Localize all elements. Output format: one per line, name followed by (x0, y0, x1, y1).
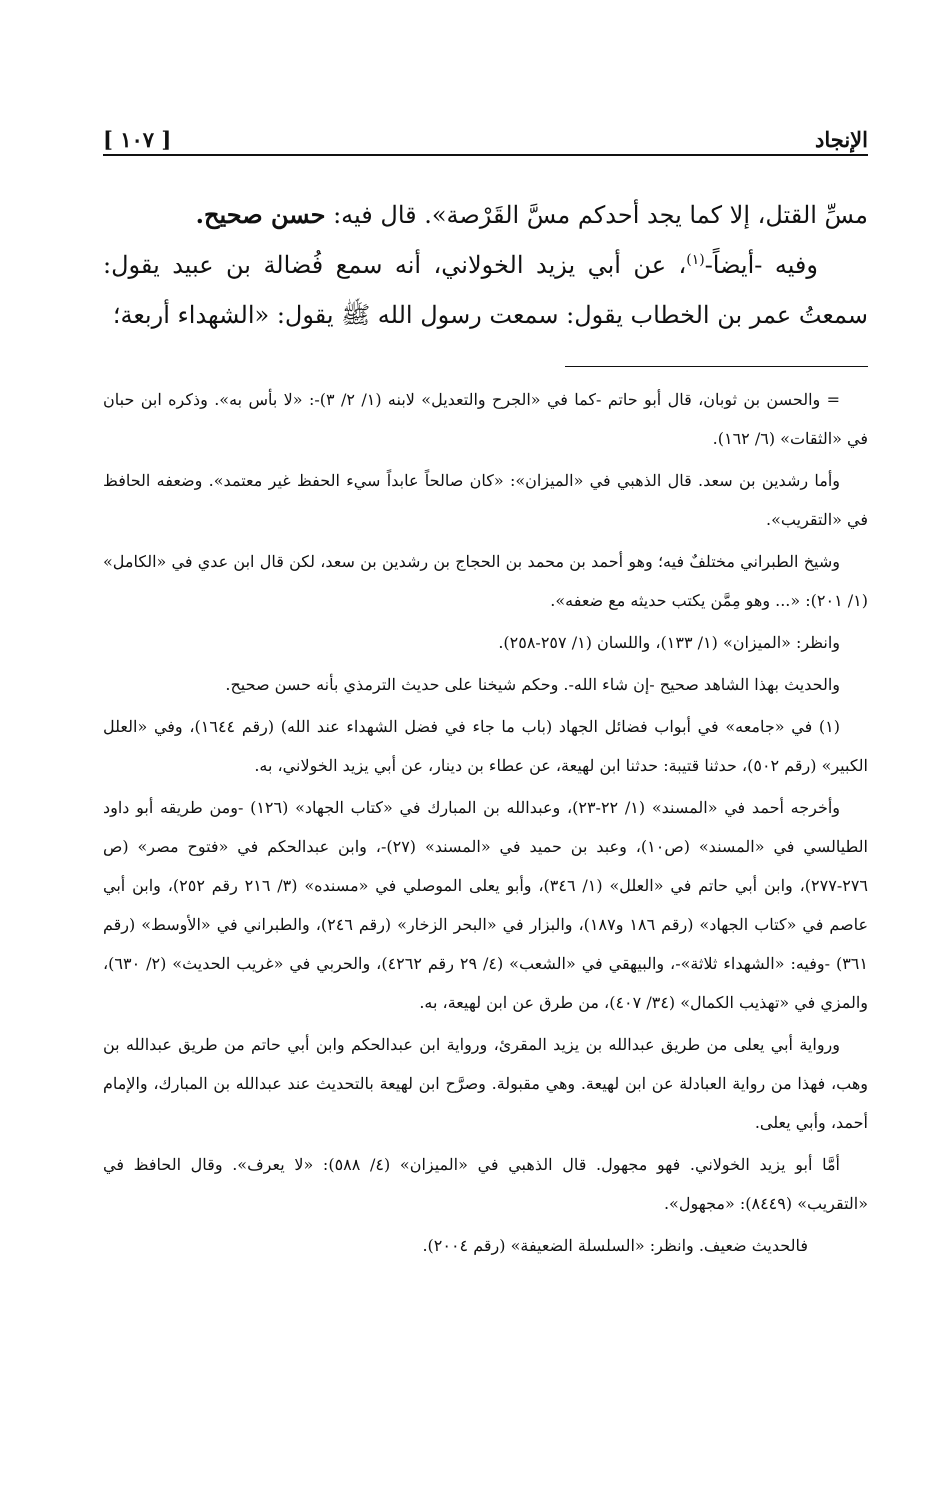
footnote-paragraph: وانظر: «الميزان» (١/ ١٣٣)، واللسان (١/ ٢٥٧-٢٥٨). (498, 633, 840, 652)
main-p1-text: مسِّ القتل، إلا كما يجد أحدكم مسَّ القَرْصة». قال فيه: (325, 201, 868, 229)
page-header (103, 112, 868, 152)
footnote-paragraph: وأخرجه أحمد في «المسند» (١/ ٢٢-٢٣)، وعبدالله بن المبارك في «كتاب الجهاد» (١٢٦) -ومن طريقه أبو داود الطيالسي في «المسند» (ص١٠)، وعبد بن حميد في «المسند» (٢٧)-، وابن عبدالحكم في «فتوح مصر» (ص ٢٧٦-٢٧٧)، وابن أبي حاتم في «العلل» (١/ ٣٤٦)، وأبو يعلى الموصلي في «مسنده» (٣/ ٢١٦ رقم ٢٥٢)، وابن أبي عاصم في «كتاب الجهاد» (رقم ١٨٦ و١٨٧)، والبزار في «البحر الزخار» (رقم ٢٤٦)، والطبراني في «الأوسط» (رقم ٣٦١) -وفيه: «الشهداء ثلاثة»-، والبيهقي في «الشعب» (٤/ ٢٩ رقم ٤٢٦٢)، والحربي في «غريب الحديث» (٢/ ٦٣٠)، والمزي في «تهذيب الكمال» (٣٤/ ٤٠٧)، من طرق عن ابن لهيعة، به. (103, 798, 869, 1012)
main-p1-grading: حسن صحيح. (195, 200, 326, 229)
footnote-paragraph: وأما رشدين بن سعد. قال الذهبي في «الميزان»: «كان صالحاً عابداً سيء الحفظ غير معتمد». وضعفه الحافظ في «التقريب». (103, 471, 868, 529)
footnote-conclusion: فالحديث ضعيف. وانظر: «السلسلة الضعيفة» (رقم ٢٠٠٤). (422, 1236, 808, 1255)
footnote-separator (565, 366, 868, 367)
main-paragraph-2 (103, 240, 868, 340)
main-p2-rest: ، عن أبي يزيد الخولاني، أنه سمع فُضالة بن عبيد يقول: سمعتُ عمر بن الخطاب يقول: سمعت رسول الله ﷺ يقول: «الشهداء أربعة؛ (103, 251, 868, 329)
footnote-paragraph: والحديث بهذا الشاهد صحيح -إن شاء الله-. وحكم شيخنا على حديث الترمذي بأنه حسن صحيح. (225, 675, 840, 694)
footnote-paragraph: أمَّا أبو يزيد الخولاني. فهو مجهول. قال الذهبي في «الميزان» (٤/ ٥٨٨): «لا يعرف». وقال الحافظ في «التقريب» (٨٤٤٩): «مجهول». (103, 1155, 868, 1213)
footnote-ref: (١) (686, 252, 705, 268)
footnote-paragraph: وشيخ الطبراني مختلفٌ فيه؛ وهو أحمد بن محمد بن الحجاج بن رشدين بن سعد، لكن قال ابن عدي في «الكامل» (١/ ٢٠١): «... وهو مِمَّن يكتب حديثه مع ضعفه». (103, 552, 868, 610)
main-text (103, 190, 868, 340)
footnote-paragraph: = والحسن بن ثوبان، قال أبو حاتم -كما في «الجرح والتعديل» لابنه (١/ ٢/ ٣)-: «لا بأس به». وذكره ابن حبان في «الثقات» (٦/ ١٦٢). (103, 390, 868, 448)
footnote-paragraph: ورواية أبي يعلى من طريق عبدالله بن يزيد المقرئ، ورواية ابن عبدالحكم وابن أبي حاتم من طريق عبدالله بن وهب، فهذا من رواية العبادلة عن ابن لهيعة. وهي مقبولة. وصرَّح ابن لهيعة بالتحديث عند عبدالله بن المبارك، والإمام أحمد، وأبي يعلى. (103, 1035, 868, 1132)
page-number: [ ١٠٧ ] (103, 127, 172, 152)
header-rule (103, 154, 868, 156)
footnotes (103, 380, 868, 1268)
main-paragraph-1 (103, 190, 868, 240)
running-title: الإنجاد (815, 127, 868, 152)
footnote-1: (١) في «جامعه» في أبواب فضائل الجهاد (باب ما جاء في فضل الشهداء عند الله) (رقم ١٦٤٤)، وفي «العلل الكبير» (رقم ٥٠٢)، حدثنا قتيبة: حدثنا ابن لهيعة، عن عطاء بن دينار، عن أبي يزيد الخولاني، به. (103, 717, 868, 775)
main-p2-start: وفيه -أيضاً- (704, 251, 818, 279)
